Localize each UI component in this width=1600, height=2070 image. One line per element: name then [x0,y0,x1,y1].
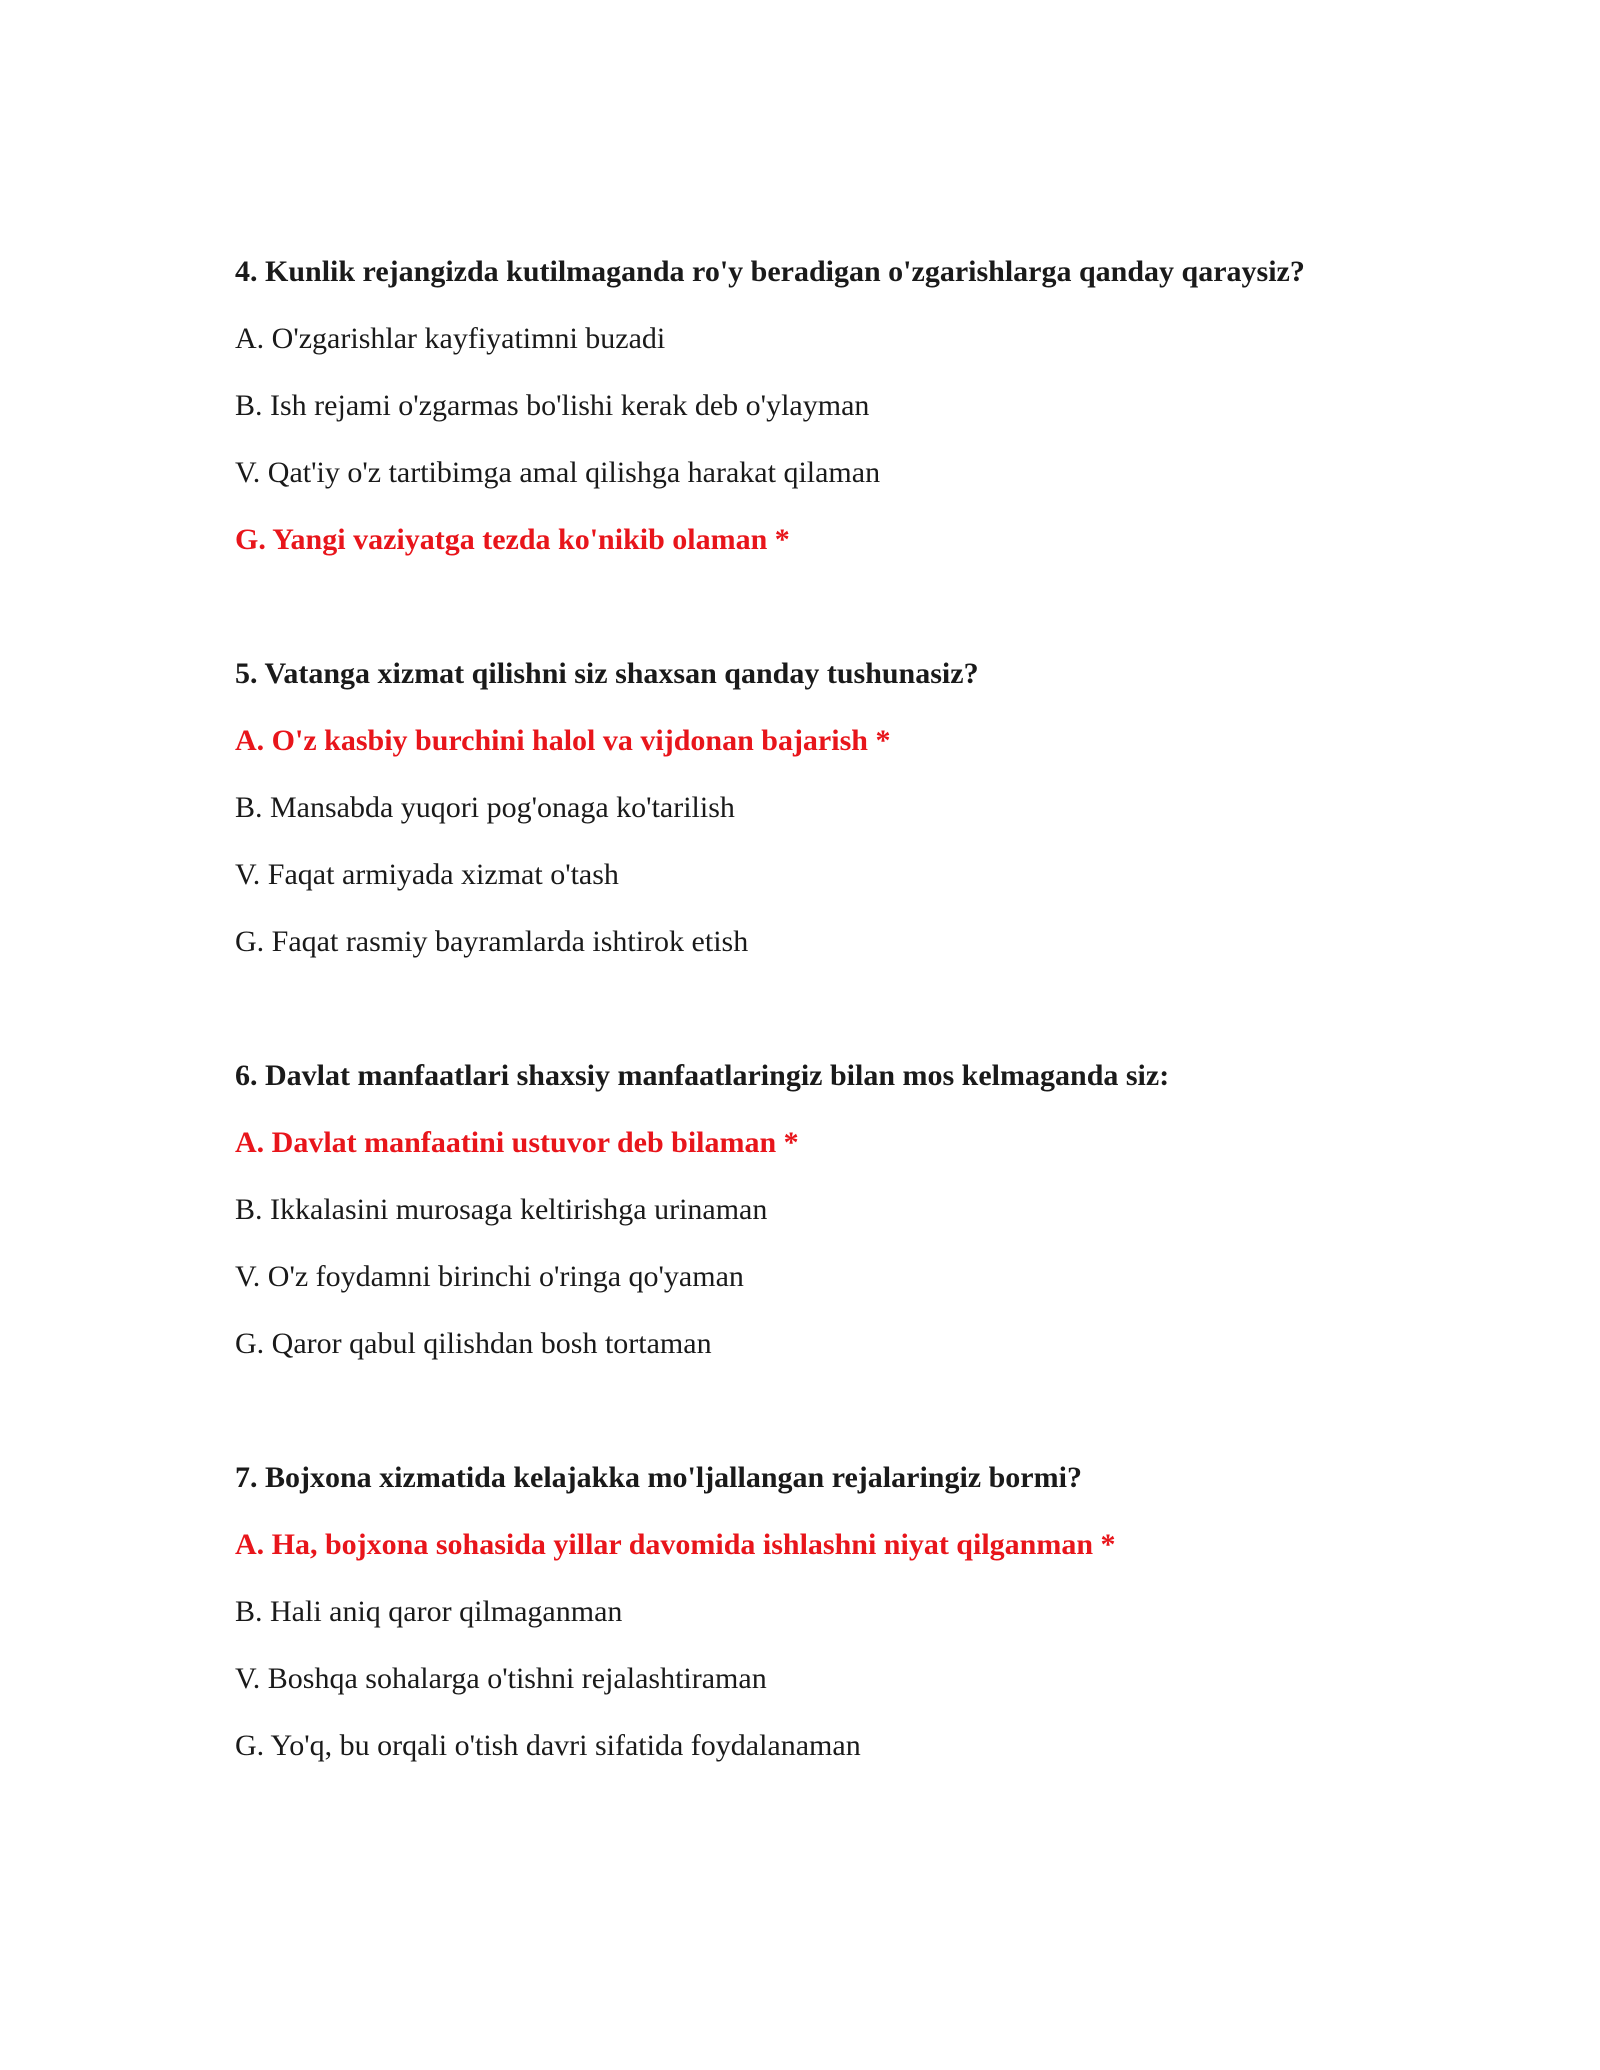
block-spacer [235,1391,1535,1458]
question-block-7 [235,1458,1535,1766]
answer-option: B. Hali aniq qaror qilmaganman [235,1595,623,1628]
question-title: 4. Kunlik rejangizda kutilmaganda ro'y beradigan o'zgarishlarga qanday qaraysiz? [235,255,1305,288]
answer-option: B. Ikkalasini murosaga keltirishga urinaman [235,1193,768,1226]
answer-option: G. Yo'q, bu orqali o'tish davri sifatida foydalanaman [235,1729,861,1762]
answer-option: G. Yangi vaziyatga tezda ko'nikib olaman * [235,523,790,556]
question-block-5 [235,654,1535,962]
answer-option: A. Ha, bojxona sohasida yillar davomida ishlashni niyat qilganman * [235,1528,1116,1561]
answer-option: V. Faqat armiyada xizmat o'tash [235,858,619,891]
answer-option: G. Qaror qabul qilishdan bosh tortaman [235,1327,712,1360]
answer-option: V. Boshqa sohalarga o'tishni rejalashtiraman [235,1662,767,1695]
question-title: 5. Vatanga xizmat qilishni siz shaxsan qanday tushunasiz? [235,657,979,690]
question-block-4 [235,252,1535,560]
answer-option: V. Qat'iy o'z tartibimga amal qilishga harakat qilaman [235,456,881,489]
document-page [235,252,1535,1793]
block-spacer [235,989,1535,1056]
question-block-6 [235,1056,1535,1364]
answer-option: B. Ish rejami o'zgarmas bo'lishi kerak deb o'ylayman [235,389,870,422]
block-spacer [235,587,1535,654]
answer-option: A. O'z kasbiy burchini halol va vijdonan bajarish * [235,724,891,757]
answer-option: G. Faqat rasmiy bayramlarda ishtirok etish [235,925,749,958]
answer-option: B. Mansabda yuqori pog'onaga ko'tarilish [235,791,735,824]
question-title: 6. Davlat manfaatlari shaxsiy manfaatlaringiz bilan mos kelmaganda siz: [235,1059,1170,1092]
answer-option: V. O'z foydamni birinchi o'ringa qo'yaman [235,1260,744,1293]
answer-option: A. O'zgarishlar kayfiyatimni buzadi [235,322,666,355]
answer-option: A. Davlat manfaatini ustuvor deb bilaman * [235,1126,799,1159]
question-title: 7. Bojxona xizmatida kelajakka mo'ljallangan rejalaringiz bormi? [235,1461,1082,1494]
